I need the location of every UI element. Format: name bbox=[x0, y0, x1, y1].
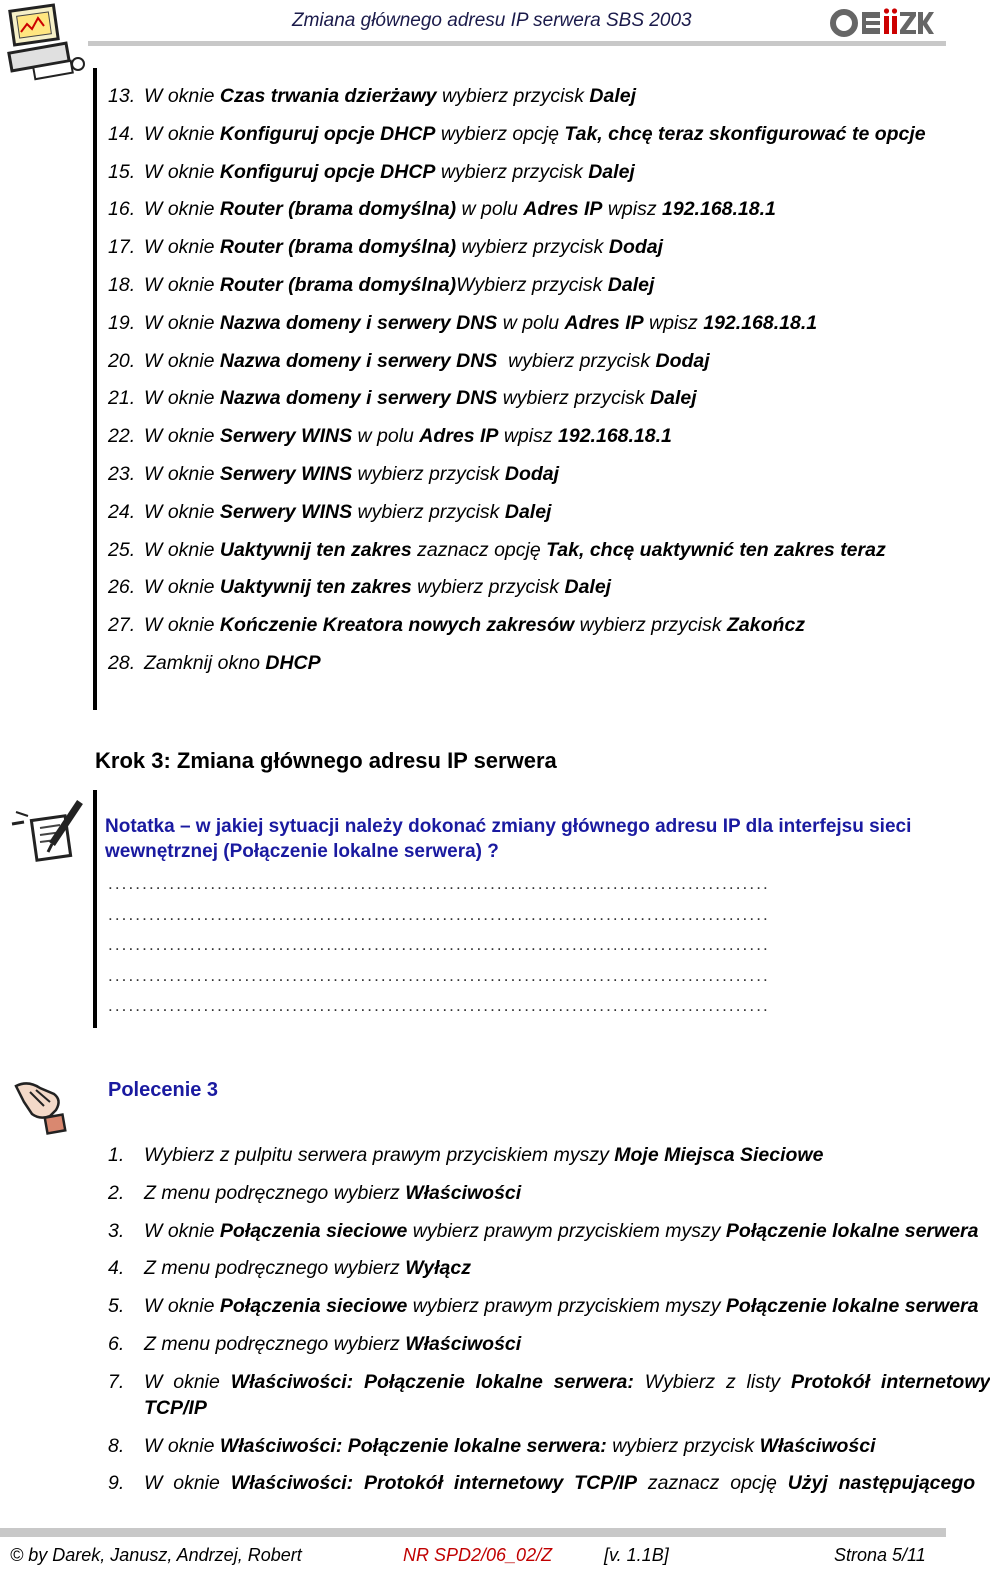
step-bold-text: Właściwości bbox=[405, 1333, 522, 1355]
footer-page-number: Strona 5/11 bbox=[834, 1545, 926, 1565]
step-bold-text: Adres IP bbox=[419, 425, 499, 448]
step-text: W oknie bbox=[144, 576, 220, 599]
step-continuation: TCP/IP bbox=[144, 1396, 207, 1419]
step-bold-text: Dodaj bbox=[608, 236, 664, 259]
task-title: Polecenie 3 bbox=[108, 1079, 219, 1101]
answer-line: ................................................................................................. bbox=[108, 996, 770, 1015]
step-text: wybierz prawym przyciskiem myszy bbox=[407, 1295, 726, 1318]
step-item bbox=[108, 160, 635, 184]
step-bold-text: Serwery WINS bbox=[219, 500, 353, 523]
step-text: Z menu podręcznego wybierz bbox=[144, 1257, 406, 1280]
step-text: wybierz przycisk bbox=[574, 614, 728, 637]
step-text: W oknie bbox=[144, 274, 220, 296]
left-margin-bar bbox=[93, 68, 97, 710]
step-bold-text: Konfiguruj opcje DHCP bbox=[219, 122, 436, 145]
step-bold-text: Właściwości bbox=[405, 1181, 522, 1204]
step-text: W oknie bbox=[144, 236, 220, 259]
step-text: wybierz przycisk bbox=[497, 349, 656, 372]
step-item bbox=[108, 349, 710, 373]
step-text: W oknie bbox=[144, 614, 220, 637]
step-item bbox=[108, 1256, 471, 1280]
step-bold-text: Użyj następującego bbox=[787, 1472, 976, 1495]
step-bold-text: Czas trwania dzierżawy bbox=[219, 85, 437, 107]
step-number: 18. bbox=[108, 274, 136, 296]
step-text: W oknie bbox=[144, 122, 220, 145]
step-number: 22. bbox=[108, 425, 136, 448]
step-number: 6. bbox=[108, 1333, 125, 1355]
step-text: wybierz przycisk bbox=[497, 387, 651, 410]
step-text: W oknie bbox=[144, 1219, 220, 1242]
step-text: wybierz przycisk bbox=[352, 463, 505, 485]
step-item bbox=[108, 651, 321, 675]
step-item bbox=[108, 235, 663, 259]
step-item bbox=[108, 1294, 978, 1318]
step-text: wybierz opcję bbox=[435, 122, 565, 145]
step-bold-text: Połączenie lokalne serwera bbox=[725, 1219, 979, 1242]
step-item bbox=[108, 1181, 521, 1205]
step-text: wybierz przycisk bbox=[352, 500, 505, 523]
footer-code: NR SPD2/06_02/Z bbox=[403, 1545, 553, 1565]
step-text: wpisz bbox=[643, 311, 704, 334]
step-number: 4. bbox=[108, 1257, 125, 1280]
step-text: w polu bbox=[352, 425, 420, 448]
step-text: W oknie bbox=[144, 538, 220, 561]
note-question: Notatka – w jakiej sytuacji należy dokonać zmiany głównego adresu IP dla interfejsu sieci wewnętrznej (Połączenie lokalne serwera) ? bbox=[105, 816, 912, 862]
step-item bbox=[108, 575, 611, 599]
step-text: wybierz przycisk bbox=[435, 160, 589, 183]
step-text: wybierz przycisk bbox=[436, 85, 590, 107]
step-item bbox=[108, 424, 672, 448]
footer-rule bbox=[0, 1528, 946, 1537]
step-bold-text: Tak, chcę teraz skonfigurować te opcje bbox=[564, 122, 926, 145]
step-number: 2. bbox=[108, 1181, 125, 1204]
step-bold-text: 192.168.18.1 bbox=[558, 425, 672, 448]
step-bold-text: Właściwości: Połączenie lokalne serwera: bbox=[219, 1434, 607, 1457]
step-bold-text: Nazwa domeny i serwery DNS bbox=[219, 387, 498, 410]
note-pen-icon bbox=[6, 800, 86, 872]
step-number: 5. bbox=[108, 1295, 125, 1318]
step-text: W oknie bbox=[144, 463, 220, 485]
step-item bbox=[108, 613, 805, 637]
step-text: wybierz prawym przyciskiem myszy bbox=[407, 1219, 726, 1242]
answer-line: ................................................................................................. bbox=[108, 905, 770, 924]
step-item bbox=[108, 462, 559, 486]
step-text: w polu bbox=[456, 198, 524, 221]
step-text: W oknie bbox=[144, 1472, 231, 1495]
step-text: Z menu podręcznego wybierz bbox=[144, 1181, 406, 1204]
step-number: 1. bbox=[108, 1144, 125, 1166]
step-text: wybierz przycisk bbox=[606, 1434, 760, 1457]
pointing-hand-icon bbox=[10, 1076, 72, 1138]
step-bold-text: Zakończ bbox=[727, 614, 806, 637]
step-text: W oknie bbox=[144, 1434, 220, 1457]
step-bold-text: Tak, chcę uaktywnić ten zakres teraz bbox=[546, 538, 886, 561]
step-bold-text: Dalej bbox=[504, 500, 552, 523]
step-text: W oknie bbox=[144, 198, 220, 221]
step-text: W oknie bbox=[144, 1295, 220, 1318]
footer-authors: © by Darek, Janusz, Andrzej, Robert bbox=[10, 1545, 302, 1565]
step-bold-text: Kończenie Kreatora nowych zakresów bbox=[219, 614, 575, 637]
step-text: Zamknij okno bbox=[144, 652, 266, 674]
step-bold-text: Nazwa domeny i serwery DNS bbox=[219, 311, 498, 334]
step-text: wybierz przycisk bbox=[456, 236, 609, 259]
step-item bbox=[108, 273, 654, 297]
step-bold-text: 192.168.18.1 bbox=[662, 198, 776, 221]
step-text: Z menu podręcznego wybierz bbox=[144, 1333, 406, 1355]
step-bold-text: Serwery WINS bbox=[219, 463, 353, 485]
section-heading: Krok 3: Zmiana głównego adresu IP serwera bbox=[95, 748, 557, 773]
step-bold-text: 192.168.18.1 bbox=[703, 311, 818, 334]
computer-clipart-icon bbox=[4, 2, 88, 82]
step-number: 8. bbox=[108, 1434, 125, 1457]
step-text: wybierz przycisk bbox=[411, 576, 565, 599]
step-number: 3. bbox=[108, 1219, 125, 1242]
step-item bbox=[108, 1370, 990, 1394]
answer-line: ................................................................................................. bbox=[108, 935, 770, 954]
step-bold-text: Uaktywnij ten zakres bbox=[219, 538, 412, 561]
header-title: Zmiana głównego adresu IP serwera SBS 2003 bbox=[292, 10, 692, 31]
step-number: 9. bbox=[108, 1472, 125, 1495]
step-bold-text: Wyłącz bbox=[405, 1257, 471, 1280]
step-bold-text: Protokół internetowy bbox=[790, 1370, 990, 1393]
step-item bbox=[108, 1434, 876, 1458]
step-number: 15. bbox=[108, 160, 136, 183]
step-item bbox=[108, 311, 817, 335]
header-rule bbox=[88, 41, 946, 46]
answer-line: ................................................................................................. bbox=[108, 874, 770, 893]
step-bold-text: Połączenia sieciowe bbox=[219, 1219, 408, 1242]
step-bold-text: Właściwości: Połączenie lokalne serwera: bbox=[230, 1370, 634, 1393]
step-bold-text: Konfiguruj opcje DHCP bbox=[219, 160, 436, 183]
step-item bbox=[108, 538, 886, 562]
step-bold-text: Połączenia sieciowe bbox=[219, 1295, 408, 1318]
step-item bbox=[108, 122, 926, 146]
step-bold-text: Dodaj bbox=[504, 463, 560, 485]
step-text: zaznacz opcję bbox=[637, 1472, 788, 1495]
step-item bbox=[108, 84, 636, 108]
step-item bbox=[108, 1219, 978, 1243]
step-number: 26. bbox=[108, 576, 136, 599]
step-text: wpisz bbox=[602, 198, 663, 221]
answer-line: ................................................................................................. bbox=[108, 966, 770, 985]
step-bold-text: Router (brama domyślna) bbox=[219, 236, 457, 259]
step-bold-text: Adres IP bbox=[523, 198, 603, 221]
step-bold-text: Uaktywnij ten zakres bbox=[219, 576, 412, 599]
step-item bbox=[108, 1471, 975, 1495]
step-bold-text: Dalej bbox=[564, 576, 612, 599]
step-number: 20. bbox=[108, 349, 136, 372]
page-header bbox=[0, 0, 960, 60]
step-number: 17. bbox=[108, 236, 136, 259]
step-bold-text: Dodaj bbox=[655, 349, 710, 372]
step-number: 21. bbox=[108, 387, 136, 410]
note-margin-bar bbox=[93, 790, 97, 1028]
step-bold-text: Dalej bbox=[650, 387, 697, 410]
step-text: Wybierz przycisk bbox=[456, 274, 608, 296]
step-text: Wybierz z listy bbox=[633, 1370, 791, 1393]
step-text: zaznacz opcję bbox=[411, 538, 547, 561]
step-bold-text: Dalej bbox=[607, 274, 655, 296]
step-text: W oknie bbox=[144, 85, 220, 107]
step-text: W oknie bbox=[144, 425, 220, 448]
step-text: W oknie bbox=[144, 500, 220, 523]
step-bold-text: Dalej bbox=[588, 160, 635, 183]
step-item bbox=[108, 386, 697, 410]
step-bold-text: Router (brama domyślna) bbox=[219, 198, 457, 221]
step-bold-text: Serwery WINS bbox=[219, 425, 353, 448]
step-text: W oknie bbox=[144, 387, 220, 410]
step-number: 16. bbox=[108, 198, 136, 221]
footer-version: [v. 1.1B] bbox=[604, 1545, 669, 1565]
step-text: W oknie bbox=[144, 1370, 231, 1393]
step-number: 14. bbox=[108, 122, 136, 145]
step-number: 25. bbox=[108, 538, 136, 561]
step-bold-text: Nazwa domeny i serwery DNS bbox=[219, 349, 498, 372]
step-item bbox=[108, 1332, 521, 1356]
step-number: 13. bbox=[108, 85, 136, 107]
step-bold-text: Połączenie lokalne serwera bbox=[725, 1295, 979, 1318]
step-number: 19. bbox=[108, 311, 136, 334]
step-text: W oknie bbox=[144, 311, 220, 334]
step-text: w polu bbox=[497, 311, 565, 334]
step-text: W oknie bbox=[144, 160, 220, 183]
step-number: 23. bbox=[108, 463, 136, 485]
step-bold-text: Właściwości bbox=[759, 1434, 876, 1457]
step-number: 28. bbox=[108, 652, 136, 674]
step-bold-text: Właściwości: Protokół internetowy TCP/IP bbox=[230, 1472, 638, 1495]
step-bold-text: DHCP bbox=[265, 652, 321, 674]
step-bold-text: Router (brama domyślna) bbox=[219, 274, 457, 296]
oeiizk-logo bbox=[830, 6, 934, 40]
step-item bbox=[108, 1143, 823, 1167]
step-number: 7. bbox=[108, 1370, 125, 1393]
step-bold-text: Adres IP bbox=[564, 311, 644, 334]
step-item bbox=[108, 500, 551, 524]
step-bold-text: Dalej bbox=[589, 85, 636, 107]
step-text: Wybierz z pulpitu serwera prawym przyciskiem myszy bbox=[144, 1144, 615, 1166]
step-bold-text: Moje Miejsca Sieciowe bbox=[614, 1144, 824, 1166]
step-text: W oknie bbox=[144, 349, 220, 372]
step-number: 24. bbox=[108, 500, 136, 523]
step-item bbox=[108, 197, 776, 221]
step-number: 27. bbox=[108, 614, 136, 637]
step-text: wpisz bbox=[498, 425, 559, 448]
